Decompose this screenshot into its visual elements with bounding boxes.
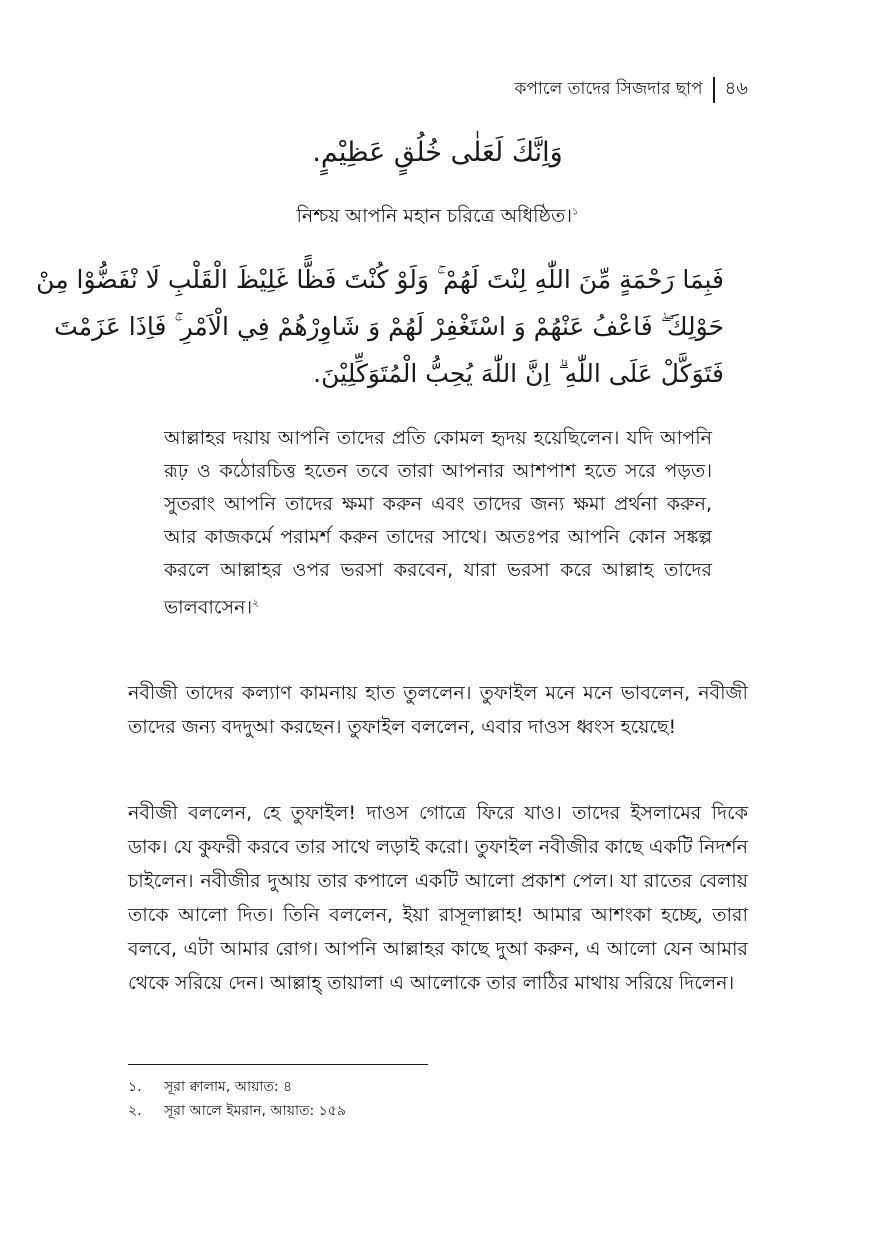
page-number: ৪৬: [724, 78, 748, 99]
running-header: [514, 74, 748, 105]
footnote-ref-2: ২: [252, 598, 259, 609]
arabic-verse-line: فَتَوَكَّلْ عَلَى اللّٰهِ ۗ اِنَّ اللّٰهَ يُحِبُّ الْمُتَوَكِّلِيْنَ.: [313, 359, 724, 388]
footnotes: [128, 1075, 346, 1123]
footnote-ref-1: ১: [572, 206, 579, 218]
arabic-verse-1: وَاِنَّكَ لَعَلٰى خُلُقٍ عَظِيْمٍ.: [312, 137, 563, 168]
body-paragraph: নবীজী তাদের কল্যাণ কামনায় হাত তুললেন। তুফাইল মনে মনে ভাবলেন, নবীজী তাদের জন্য বদদুআ করছেন। তুফাইল বললেন, এবার দাওস ধ্বংস হয়েছে!: [128, 682, 748, 738]
body-paragraph: নবীজী বললেন, হে তুফাইল! দাওস গোত্রে ফিরে যাও। তাদের ইসলামের দিকে ডাক। যে কুফরী করবে তার সাথে লড়াই করো। তুফাইল নবীজীর কাছে একটি নিদর্শন চাইলেন। নবীজীর দুআয় তার কপালে একটি আলো প্রকাশ পেল। যা রাতের বেলায় তাকে আলো দিত। তিনি বললেন, ইয়া রাসূলাল্লাহ! আমার আশংকা হচ্ছে, তারা বলবে, এটা আমার রোগ। আপনি আল্লাহর কাছে দুআ করুন, এ আলো যেন আমার থেকে সরিয়ে দেন। আল্লাহ্ তায়ালা এ আলোকে তার লাঠির মাথায় সরিয়ে দিলেন।: [128, 802, 748, 994]
chapter-title: কপালে তাদের সিজদার ছাপ: [514, 78, 703, 99]
arabic-verse-2: [36, 256, 724, 397]
translation-text: আল্লাহর দয়ায় আপনি তাদের প্রতি কোমল হৃদয় হয়েছিলেন। যদি আপনি রূঢ় ও কঠোরচিত্ত হতেন তবে তারা আপনার আশপাশ হতে সরে পড়ত। সুতরাং আপনি তাদের ক্ষমা করুন এবং তাদের জন্য ক্ষমা প্রর্থনা করুন, আর কাজকর্মে পরামর্শ করুন তাদের সাথে। অতঃপর আপনি কোন সঙ্কল্প করলে আল্লাহর ওপর ভরসা করবেন, যারা ভরসা করে আল্লাহ তাদের ভালবাসেন।: [164, 427, 712, 619]
verse-2-translation: [164, 422, 712, 624]
footnote: [128, 1075, 346, 1099]
arabic-verse-line: حَوْلِكَ ۖ فَاعْفُ عَنْهُمْ وَ اسْتَغْفِرْ لَهُمْ وَ شَاوِرْهُمْ فِي الْاَمْرِ ۚ فَاِذَا عَزَمْتَ: [54, 312, 724, 341]
translation-text: নিশ্চয় আপনি মহান চরিত্রে অধিষ্ঠিত।: [296, 205, 573, 227]
arabic-verse-line: فَبِمَا رَحْمَةٍ مِّنَ اللّٰهِ لِنْتَ لَهُمْ ۚ وَلَوْ كُنْتَ فَظًّا غَلِيْظَ الْقَلْبِ لَا نْفَضُّوْا مِنْ: [36, 265, 724, 294]
footnote-separator: [128, 1064, 428, 1065]
footnote-mark: ১.: [128, 1079, 142, 1095]
footnote-text: সূরা আলে ইমরান, আয়াত: ১৫৯: [164, 1103, 346, 1119]
footnote-mark: ২.: [128, 1103, 142, 1119]
footnote: [128, 1099, 346, 1123]
footnote-text: সূরা ক্বালাম, আয়াত: ৪: [164, 1079, 293, 1095]
verse-1-translation: [160, 202, 715, 234]
